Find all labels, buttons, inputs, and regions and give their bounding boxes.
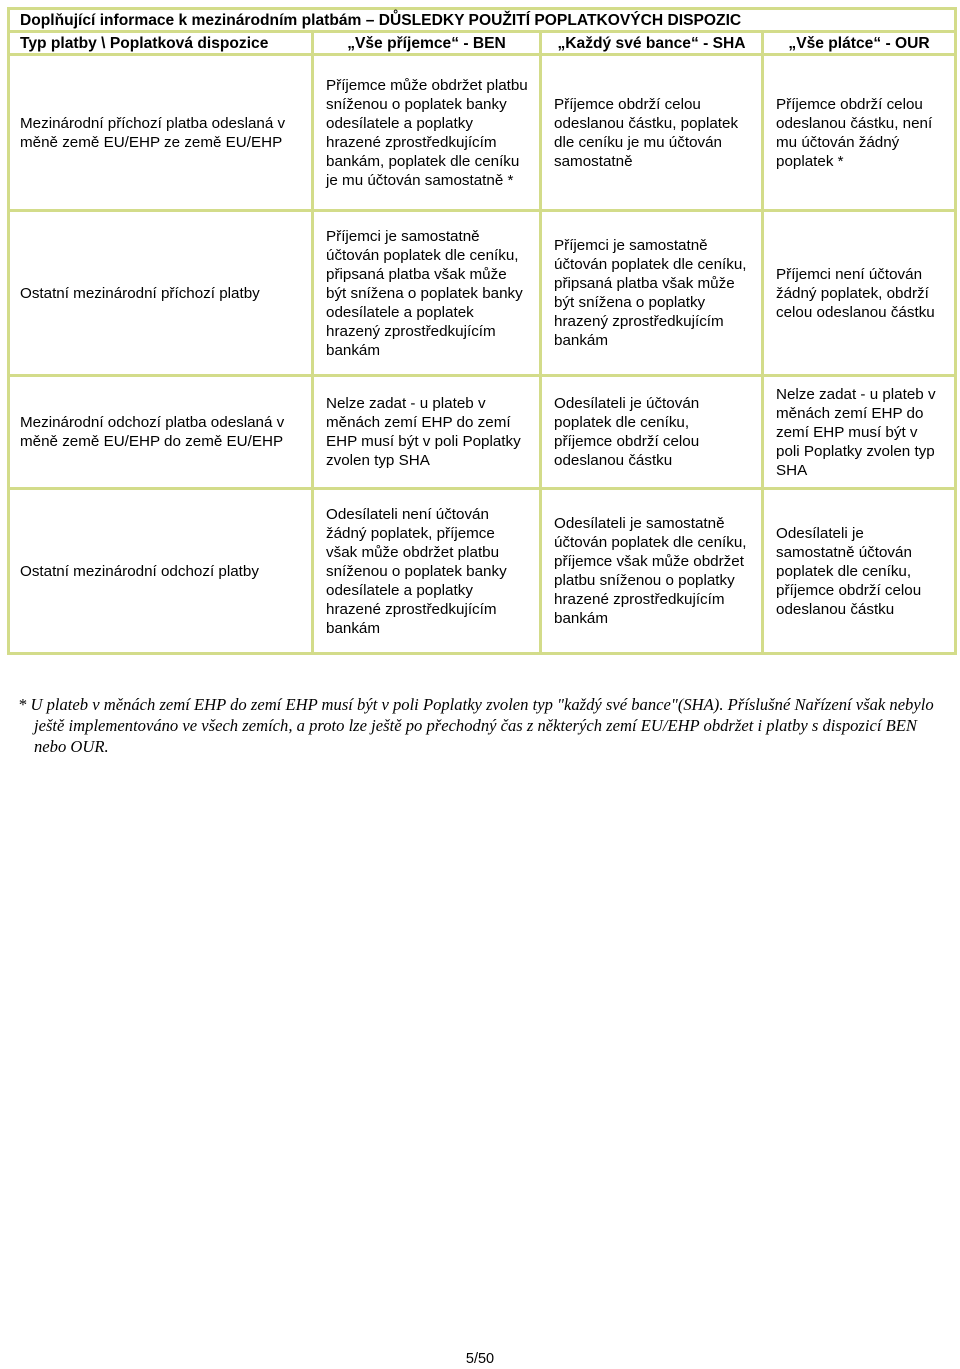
table-title: Doplňující informace k mezinárodním platbám – DŮSLEDKY POUŽITÍ POPLATKOVÝCH DISPOZIC bbox=[9, 9, 956, 32]
header-row-label: Typ platby \ Poplatková dispozice bbox=[9, 32, 313, 55]
cell-sha: Odesílateli je samostatně účtován poplatek dle ceníku, příjemce však může obdržet platbu sníženou o poplatky hrazené zprostředkujícím bankám bbox=[541, 489, 763, 654]
cell-sha: Příjemci je samostatně účtován poplatek dle ceníku, připsaná platba však může být snížena o poplatky hrazený zprostředkujícím bankám bbox=[541, 211, 763, 376]
cell-ben: Nelze zadat - u plateb v měnách zemí EHP do zemí EHP musí být v poli Poplatky zvolen typ SHA bbox=[313, 376, 541, 489]
row-label: Ostatní mezinárodní odchozí platby bbox=[9, 489, 313, 654]
cell-ben: Příjemce může obdržet platbu sníženou o poplatek banky odesílatele a poplatky hrazené zprostředkujícím bankám, poplatek dle ceníku je mu účtován samostatně * bbox=[313, 55, 541, 211]
cell-our: Odesílateli je samostatně účtován poplatek dle ceníku, příjemce obdrží celou odeslanou částku bbox=[763, 489, 956, 654]
row-label: Ostatní mezinárodní příchozí platby bbox=[9, 211, 313, 376]
header-col-ben: „Vše příjemce“ - BEN bbox=[313, 32, 541, 55]
row-label: Mezinárodní odchozí platba odeslaná v měně země EU/EHP do země EU/EHP bbox=[9, 376, 313, 489]
cell-our: Nelze zadat - u plateb v měnách zemí EHP do zemí EHP musí být v poli Poplatky zvolen typ SHA bbox=[763, 376, 956, 489]
cell-our: Příjemci není účtován žádný poplatek, obdrží celou odeslanou částku bbox=[763, 211, 956, 376]
table-header-row bbox=[9, 32, 956, 55]
table-row bbox=[9, 376, 956, 489]
header-col-sha: „Každý své bance“ - SHA bbox=[541, 32, 763, 55]
header-col-our: „Vše plátce“ - OUR bbox=[763, 32, 956, 55]
row-label: Mezinárodní příchozí platba odeslaná v měně země EU/EHP ze země EU/EHP bbox=[9, 55, 313, 211]
table-row bbox=[9, 489, 956, 654]
page-number: 5/50 bbox=[465, 1351, 495, 1367]
cell-sha: Příjemce obdrží celou odeslanou částku, poplatek dle ceníku je mu účtován samostatně bbox=[541, 55, 763, 211]
table-title-row bbox=[9, 9, 956, 32]
table-row bbox=[9, 55, 956, 211]
footnote: * U plateb v měnách zemí EHP do zemí EHP musí být v poli Poplatky zvolen typ "každý své bance"(SHA). Příslušné Nařízení však nebylo ještě implementováno ve všech zemích, a proto lze ještě po přechodný čas z některých zemí EU/EHP obdržet i platby s dispozicí BEN nebo OUR. bbox=[18, 695, 934, 756]
fee-dispositions-table bbox=[7, 7, 957, 655]
cell-our: Příjemce obdrží celou odeslanou částku, není mu účtován žádný poplatek * bbox=[763, 55, 956, 211]
table-row bbox=[9, 211, 956, 376]
cell-sha: Odesílateli je účtován poplatek dle ceníku, příjemce obdrží celou odeslanou částku bbox=[541, 376, 763, 489]
cell-ben: Odesílateli není účtován žádný poplatek, příjemce však může obdržet platbu sníženou o poplatek banky odesílatele a poplatky hrazené zprostředkujícím bankám bbox=[313, 489, 541, 654]
cell-ben: Příjemci je samostatně účtován poplatek dle ceníku, připsaná platba však může být snížena o poplatek banky odesílatele a poplatek hrazený zprostředkujícím bankám bbox=[313, 211, 541, 376]
